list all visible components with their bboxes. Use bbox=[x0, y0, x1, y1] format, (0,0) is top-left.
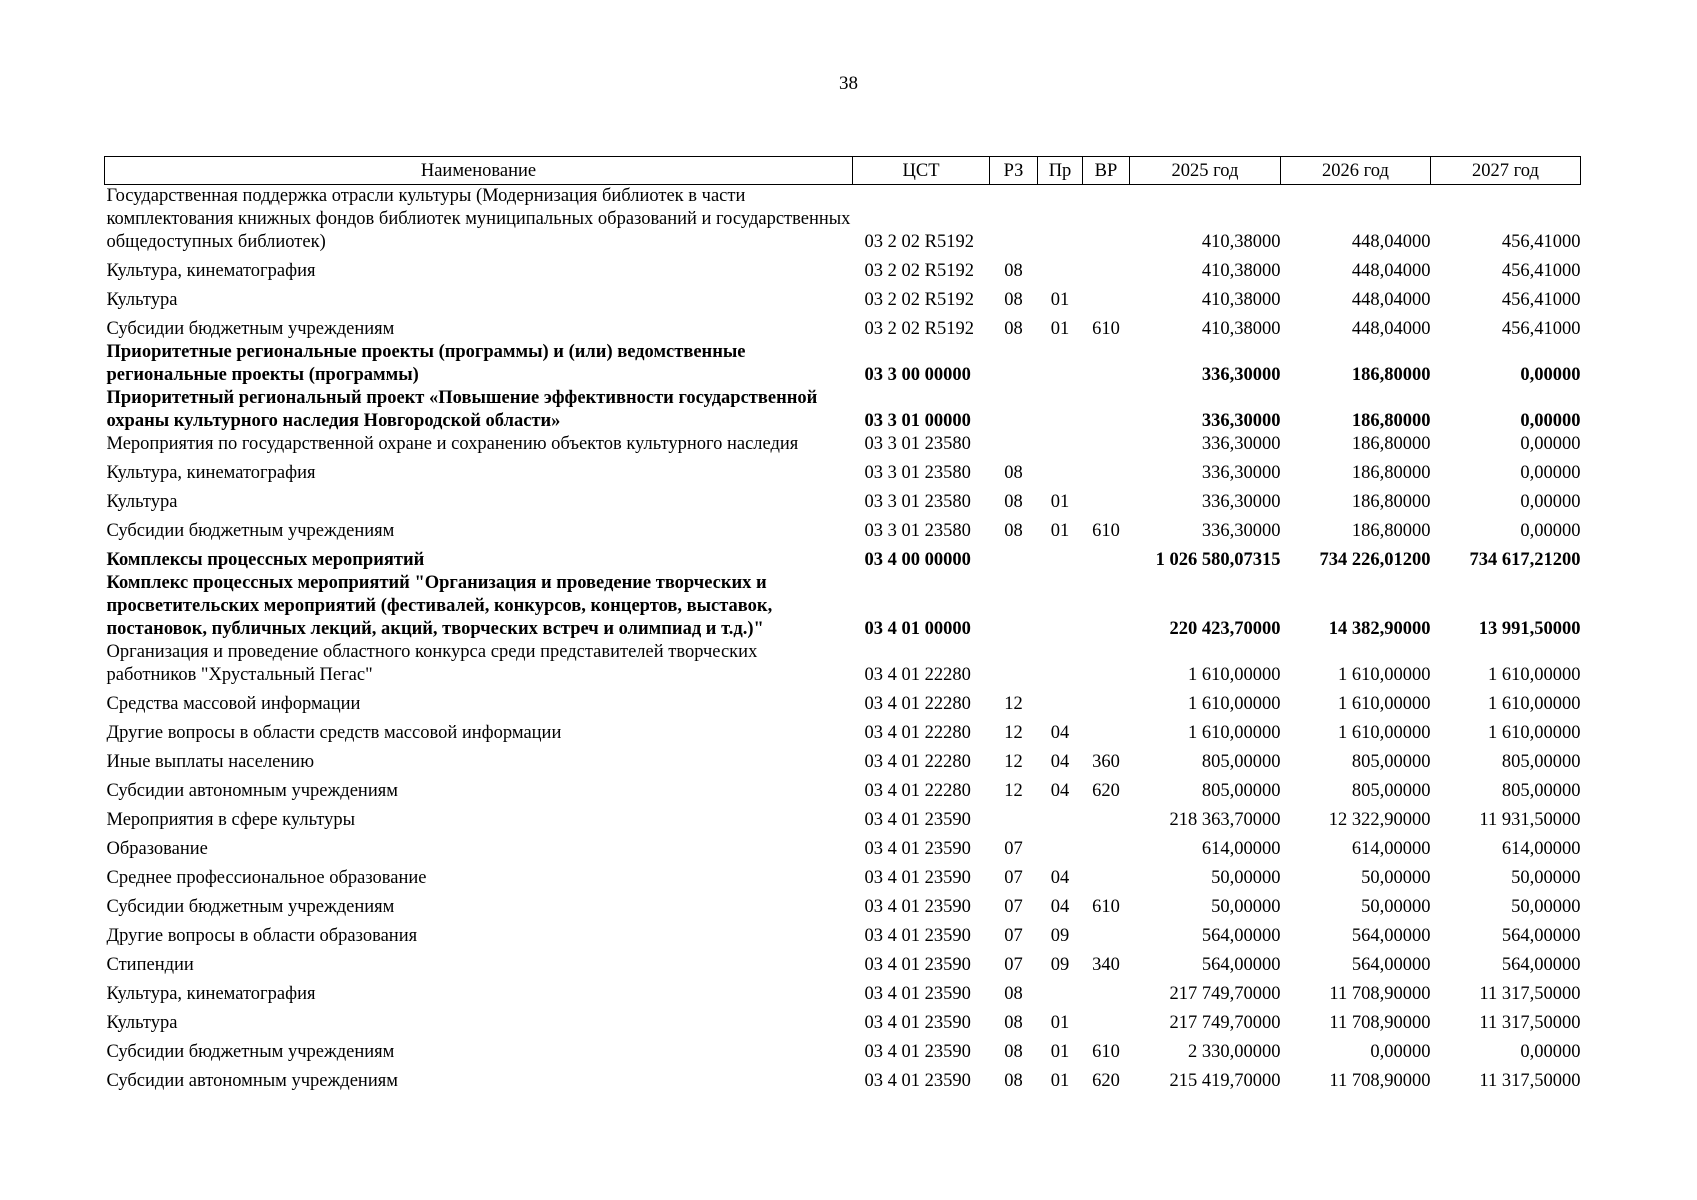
cell-cst: 03 4 01 23590 bbox=[864, 926, 971, 946]
cell-2027: 11 317,50000 bbox=[1479, 1013, 1581, 1033]
cell-vr bbox=[1083, 283, 1130, 312]
cell-2027: 564,00000 bbox=[1501, 926, 1581, 946]
table-row bbox=[105, 456, 1581, 485]
cell-pr bbox=[1038, 977, 1083, 1006]
table-row bbox=[105, 1006, 1581, 1035]
cell-name: Средства массовой информации bbox=[106, 694, 361, 714]
cell-rz bbox=[990, 803, 1038, 832]
cell-2025: 2 330,00000 bbox=[1188, 1042, 1281, 1062]
cell-pr bbox=[1038, 641, 1083, 687]
cell-2025: 220 423,70000 bbox=[1169, 619, 1281, 639]
cell-2025: 1 610,00000 bbox=[1188, 665, 1281, 685]
cell-vr bbox=[1083, 1006, 1130, 1035]
cell-2027: 1 610,00000 bbox=[1488, 694, 1581, 714]
cell-rz: 07 bbox=[1004, 926, 1023, 946]
cell-name: Приоритетные региональные проекты (программы) и (или) ведомственные региональные проекты (программы) bbox=[106, 342, 746, 385]
cell-rz: 12 bbox=[1004, 781, 1023, 801]
cell-2026: 1 610,00000 bbox=[1338, 665, 1431, 685]
cell-2027: 11 317,50000 bbox=[1479, 984, 1581, 1004]
cell-cst: 03 3 01 23580 bbox=[864, 521, 971, 541]
cell-2027: 456,41000 bbox=[1501, 232, 1581, 252]
table-header bbox=[105, 157, 1581, 185]
cell-2026: 448,04000 bbox=[1351, 319, 1431, 339]
cell-name: Другие вопросы в области средств массовой информации bbox=[106, 723, 562, 743]
cell-rz: 08 bbox=[1004, 1013, 1023, 1033]
cell-pr: 09 bbox=[1050, 926, 1070, 946]
cell-rz: 08 bbox=[1004, 984, 1023, 1004]
cell-cst: 03 2 02 R5192 bbox=[864, 290, 974, 310]
table-row bbox=[105, 433, 1581, 456]
cell-name: Культура, кинематография bbox=[106, 984, 316, 1004]
cell-cst: 03 3 00 00000 bbox=[864, 365, 971, 385]
cell-2026: 186,80000 bbox=[1351, 411, 1431, 431]
header-vr: ВР bbox=[1083, 157, 1130, 185]
cell-2026: 0,00000 bbox=[1370, 1042, 1431, 1062]
cell-2026: 614,00000 bbox=[1351, 839, 1431, 859]
cell-cst: 03 4 01 23590 bbox=[864, 868, 971, 888]
cell-2027: 0,00000 bbox=[1520, 1042, 1581, 1062]
cell-2025: 218 363,70000 bbox=[1169, 810, 1281, 830]
cell-cst: 03 3 01 00000 bbox=[864, 411, 971, 431]
cell-cst: 03 4 01 23590 bbox=[864, 1013, 971, 1033]
cell-vr: 620 bbox=[1092, 781, 1120, 801]
cell-2025: 50,00000 bbox=[1211, 868, 1281, 888]
cell-rz: 07 bbox=[1004, 839, 1023, 859]
cell-2026: 805,00000 bbox=[1351, 752, 1431, 772]
cell-vr bbox=[1083, 803, 1130, 832]
cell-pr: 01 bbox=[1050, 492, 1070, 512]
table-row bbox=[105, 341, 1581, 387]
cell-vr bbox=[1083, 919, 1130, 948]
cell-2027: 1 610,00000 bbox=[1488, 665, 1581, 685]
cell-2026: 448,04000 bbox=[1351, 232, 1431, 252]
header-2026: 2026 год bbox=[1281, 157, 1431, 185]
cell-vr bbox=[1083, 433, 1130, 456]
cell-cst: 03 4 01 22280 bbox=[864, 694, 971, 714]
cell-rz: 07 bbox=[1004, 897, 1023, 917]
cell-name: Государственная поддержка отрасли культуры (Модернизация библиотек в части комплектования книжных фондов библиотек муниципальных образований и государственных общедоступных библиотек) bbox=[106, 186, 851, 252]
cell-rz bbox=[990, 387, 1038, 433]
cell-pr: 04 bbox=[1050, 868, 1070, 888]
cell-pr: 01 bbox=[1050, 319, 1070, 339]
cell-rz: 08 bbox=[1004, 492, 1023, 512]
cell-cst: 03 4 00 00000 bbox=[864, 550, 971, 570]
cell-2026: 564,00000 bbox=[1351, 926, 1431, 946]
cell-2027: 0,00000 bbox=[1520, 411, 1581, 431]
cell-vr: 610 bbox=[1092, 521, 1120, 541]
cell-vr bbox=[1083, 832, 1130, 861]
cell-2026: 1 610,00000 bbox=[1338, 694, 1431, 714]
cell-rz: 12 bbox=[1004, 694, 1023, 714]
cell-2025: 336,30000 bbox=[1201, 521, 1281, 541]
cell-rz bbox=[990, 341, 1038, 387]
cell-name: Субсидии бюджетным учреждениям bbox=[106, 319, 395, 339]
header-cst: ЦСТ bbox=[853, 157, 990, 185]
cell-name: Иные выплаты населению bbox=[106, 752, 315, 772]
cell-2026: 186,80000 bbox=[1351, 521, 1431, 541]
cell-pr: 09 bbox=[1050, 955, 1070, 975]
cell-2025: 336,30000 bbox=[1201, 365, 1281, 385]
table-row bbox=[105, 312, 1581, 341]
cell-rz: 08 bbox=[1004, 261, 1023, 281]
cell-pr bbox=[1038, 254, 1083, 283]
cell-rz: 12 bbox=[1004, 723, 1023, 743]
table-row bbox=[105, 485, 1581, 514]
cell-vr: 610 bbox=[1092, 897, 1120, 917]
cell-2027: 456,41000 bbox=[1501, 261, 1581, 281]
cell-2025: 564,00000 bbox=[1201, 926, 1281, 946]
cell-2025: 805,00000 bbox=[1201, 781, 1281, 801]
cell-2025: 1 610,00000 bbox=[1188, 723, 1281, 743]
table-row bbox=[105, 387, 1581, 433]
cell-2027: 11 931,50000 bbox=[1479, 810, 1581, 830]
cell-2026: 1 610,00000 bbox=[1338, 723, 1431, 743]
cell-pr bbox=[1038, 456, 1083, 485]
cell-2025: 805,00000 bbox=[1201, 752, 1281, 772]
cell-2026: 50,00000 bbox=[1361, 868, 1431, 888]
cell-pr bbox=[1038, 543, 1083, 572]
cell-vr bbox=[1083, 716, 1130, 745]
cell-2027: 456,41000 bbox=[1501, 290, 1581, 310]
cell-name: Стипендии bbox=[106, 955, 194, 975]
cell-pr bbox=[1038, 803, 1083, 832]
cell-pr: 01 bbox=[1050, 521, 1070, 541]
cell-vr bbox=[1083, 254, 1130, 283]
table-row bbox=[105, 1035, 1581, 1064]
cell-2027: 734 617,21200 bbox=[1469, 550, 1581, 570]
cell-name: Комплексы процессных мероприятий bbox=[106, 550, 425, 570]
cell-2025: 410,38000 bbox=[1201, 290, 1281, 310]
cell-name: Организация и проведение областного конкурса среди представителей творческих работников "Хрустальный Пегас" bbox=[106, 642, 758, 685]
cell-2027: 805,00000 bbox=[1501, 752, 1581, 772]
cell-cst: 03 4 01 23590 bbox=[864, 839, 971, 859]
cell-name: Мероприятия в сфере культуры bbox=[106, 810, 356, 830]
cell-2027: 614,00000 bbox=[1501, 839, 1581, 859]
table-row bbox=[105, 832, 1581, 861]
table-row bbox=[105, 948, 1581, 977]
cell-2027: 0,00000 bbox=[1520, 521, 1581, 541]
cell-rz: 07 bbox=[1004, 868, 1023, 888]
cell-name: Культура bbox=[106, 1013, 178, 1033]
table-row bbox=[105, 283, 1581, 312]
cell-rz bbox=[990, 641, 1038, 687]
cell-name: Другие вопросы в области образования bbox=[106, 926, 418, 946]
header-2025: 2025 год bbox=[1130, 157, 1281, 185]
cell-cst: 03 4 01 22280 bbox=[864, 723, 971, 743]
table-row bbox=[105, 687, 1581, 716]
table-row bbox=[105, 543, 1581, 572]
cell-vr bbox=[1083, 456, 1130, 485]
cell-cst: 03 4 01 22280 bbox=[864, 665, 971, 685]
cell-2025: 410,38000 bbox=[1201, 232, 1281, 252]
cell-name: Субсидии бюджетным учреждениям bbox=[106, 897, 395, 917]
cell-2026: 186,80000 bbox=[1351, 434, 1431, 454]
cell-pr bbox=[1038, 572, 1083, 641]
cell-2026: 11 708,90000 bbox=[1329, 1013, 1431, 1033]
cell-vr bbox=[1083, 543, 1130, 572]
cell-pr: 01 bbox=[1050, 290, 1070, 310]
cell-2025: 217 749,70000 bbox=[1169, 984, 1281, 1004]
cell-rz: 07 bbox=[1004, 955, 1023, 975]
cell-cst: 03 4 01 23590 bbox=[864, 810, 971, 830]
table-row bbox=[105, 514, 1581, 543]
table-row bbox=[105, 774, 1581, 803]
cell-pr bbox=[1038, 341, 1083, 387]
cell-2025: 50,00000 bbox=[1211, 897, 1281, 917]
cell-2025: 410,38000 bbox=[1201, 319, 1281, 339]
cell-rz: 08 bbox=[1004, 1071, 1023, 1091]
header-2027: 2027 год bbox=[1431, 157, 1581, 185]
cell-cst: 03 4 01 23590 bbox=[864, 984, 971, 1004]
cell-vr bbox=[1083, 572, 1130, 641]
cell-2026: 50,00000 bbox=[1361, 897, 1431, 917]
cell-2027: 50,00000 bbox=[1511, 868, 1581, 888]
cell-2025: 336,30000 bbox=[1201, 463, 1281, 483]
cell-rz: 08 bbox=[1004, 290, 1023, 310]
cell-2025: 564,00000 bbox=[1201, 955, 1281, 975]
cell-2027: 0,00000 bbox=[1520, 434, 1581, 454]
cell-vr: 340 bbox=[1092, 955, 1120, 975]
cell-vr bbox=[1083, 485, 1130, 514]
cell-vr bbox=[1083, 341, 1130, 387]
header-name: Наименование bbox=[105, 157, 853, 185]
cell-name: Приоритетный региональный проект «Повышение эффективности государственной охраны культурного наследия Новгородской области» bbox=[106, 388, 818, 431]
cell-name: Мероприятия по государственной охране и сохранению объектов культурного наследия bbox=[106, 434, 799, 454]
cell-pr: 01 bbox=[1050, 1071, 1070, 1091]
cell-pr bbox=[1038, 832, 1083, 861]
cell-cst: 03 4 01 23590 bbox=[864, 1071, 971, 1091]
cell-cst: 03 2 02 R5192 bbox=[864, 261, 974, 281]
cell-2025: 1 610,00000 bbox=[1188, 694, 1281, 714]
cell-pr bbox=[1038, 687, 1083, 716]
cell-2026: 186,80000 bbox=[1351, 463, 1431, 483]
cell-rz bbox=[990, 433, 1038, 456]
cell-pr bbox=[1038, 433, 1083, 456]
table-row bbox=[105, 1064, 1581, 1093]
table-row bbox=[105, 803, 1581, 832]
cell-rz: 08 bbox=[1004, 319, 1023, 339]
cell-name: Субсидии бюджетным учреждениям bbox=[106, 521, 395, 541]
cell-cst: 03 3 01 23580 bbox=[864, 434, 971, 454]
cell-cst: 03 2 02 R5192 bbox=[864, 319, 974, 339]
cell-rz: 08 bbox=[1004, 463, 1023, 483]
table-row bbox=[105, 185, 1581, 255]
cell-pr: 01 bbox=[1050, 1013, 1070, 1033]
cell-2026: 448,04000 bbox=[1351, 290, 1431, 310]
table-row bbox=[105, 745, 1581, 774]
cell-pr: 04 bbox=[1050, 752, 1070, 772]
cell-name: Субсидии автономным учреждениям bbox=[106, 781, 398, 801]
cell-vr: 610 bbox=[1092, 319, 1120, 339]
cell-vr: 620 bbox=[1092, 1071, 1120, 1091]
cell-name: Образование bbox=[106, 839, 208, 859]
cell-2026: 11 708,90000 bbox=[1329, 984, 1431, 1004]
cell-name: Культура, кинематография bbox=[106, 463, 316, 483]
cell-rz bbox=[990, 543, 1038, 572]
cell-cst: 03 4 01 23590 bbox=[864, 955, 971, 975]
cell-2027: 456,41000 bbox=[1501, 319, 1581, 339]
cell-2026: 186,80000 bbox=[1351, 365, 1431, 385]
cell-2025: 336,30000 bbox=[1201, 492, 1281, 512]
cell-name: Культура bbox=[106, 290, 178, 310]
cell-vr: 360 bbox=[1092, 752, 1120, 772]
cell-name: Культура, кинематография bbox=[106, 261, 316, 281]
cell-name: Культура bbox=[106, 492, 178, 512]
cell-2026: 805,00000 bbox=[1351, 781, 1431, 801]
cell-cst: 03 4 01 23590 bbox=[864, 897, 971, 917]
cell-2027: 0,00000 bbox=[1520, 365, 1581, 385]
table-row bbox=[105, 572, 1581, 641]
table-row bbox=[105, 861, 1581, 890]
header-rz: РЗ bbox=[990, 157, 1038, 185]
cell-vr bbox=[1083, 977, 1130, 1006]
cell-2027: 0,00000 bbox=[1520, 492, 1581, 512]
table-body bbox=[105, 185, 1581, 1094]
cell-2025: 614,00000 bbox=[1201, 839, 1281, 859]
table-row bbox=[105, 641, 1581, 687]
cell-2027: 50,00000 bbox=[1511, 897, 1581, 917]
cell-pr bbox=[1038, 387, 1083, 433]
cell-vr bbox=[1083, 185, 1130, 255]
budget-table bbox=[104, 156, 1581, 1093]
header-row bbox=[105, 157, 1581, 185]
cell-2026: 734 226,01200 bbox=[1319, 550, 1431, 570]
cell-cst: 03 4 01 22280 bbox=[864, 781, 971, 801]
cell-pr: 01 bbox=[1050, 1042, 1070, 1062]
cell-2026: 448,04000 bbox=[1351, 261, 1431, 281]
cell-rz: 12 bbox=[1004, 752, 1023, 772]
cell-vr bbox=[1083, 641, 1130, 687]
cell-rz bbox=[990, 185, 1038, 255]
cell-name: Комплекс процессных мероприятий "Организация и проведение творческих и просветительских мероприятий (фестивалей, конкурсов, концертов, выставок, постановок, публичных лекций, акций, творческих встреч и олимпиад и т.д.)" bbox=[106, 573, 773, 639]
cell-2026: 564,00000 bbox=[1351, 955, 1431, 975]
cell-2025: 336,30000 bbox=[1201, 434, 1281, 454]
table-row bbox=[105, 977, 1581, 1006]
cell-vr bbox=[1083, 861, 1130, 890]
cell-cst: 03 3 01 23580 bbox=[864, 463, 971, 483]
cell-2026: 14 382,90000 bbox=[1328, 619, 1431, 639]
cell-2025: 215 419,70000 bbox=[1169, 1071, 1281, 1091]
cell-pr: 04 bbox=[1050, 723, 1070, 743]
cell-2025: 1 026 580,07315 bbox=[1155, 550, 1281, 570]
cell-cst: 03 2 02 R5192 bbox=[864, 232, 974, 252]
cell-vr bbox=[1083, 387, 1130, 433]
cell-2027: 0,00000 bbox=[1520, 463, 1581, 483]
table-row bbox=[105, 919, 1581, 948]
cell-cst: 03 4 01 00000 bbox=[864, 619, 971, 639]
cell-2027: 13 991,50000 bbox=[1478, 619, 1581, 639]
cell-pr: 04 bbox=[1050, 781, 1070, 801]
table-row bbox=[105, 890, 1581, 919]
cell-2027: 564,00000 bbox=[1501, 955, 1581, 975]
cell-name: Субсидии бюджетным учреждениям bbox=[106, 1042, 395, 1062]
cell-name: Среднее профессиональное образование bbox=[106, 868, 427, 888]
cell-2027: 11 317,50000 bbox=[1479, 1071, 1581, 1091]
cell-2025: 217 749,70000 bbox=[1169, 1013, 1281, 1033]
cell-pr bbox=[1038, 185, 1083, 255]
header-pr: Пр bbox=[1038, 157, 1083, 185]
cell-2027: 805,00000 bbox=[1501, 781, 1581, 801]
cell-pr: 04 bbox=[1050, 897, 1070, 917]
page-number: 38 bbox=[839, 73, 858, 94]
cell-2026: 186,80000 bbox=[1351, 492, 1431, 512]
cell-cst: 03 3 01 23580 bbox=[864, 492, 971, 512]
cell-2025: 336,30000 bbox=[1201, 411, 1281, 431]
table-row bbox=[105, 254, 1581, 283]
cell-rz: 08 bbox=[1004, 521, 1023, 541]
cell-2026: 12 322,90000 bbox=[1328, 810, 1431, 830]
cell-name: Субсидии автономным учреждениям bbox=[106, 1071, 398, 1091]
cell-rz bbox=[990, 572, 1038, 641]
cell-cst: 03 4 01 23590 bbox=[864, 1042, 971, 1062]
cell-2025: 410,38000 bbox=[1201, 261, 1281, 281]
cell-rz: 08 bbox=[1004, 1042, 1023, 1062]
cell-2026: 11 708,90000 bbox=[1329, 1071, 1431, 1091]
cell-vr bbox=[1083, 687, 1130, 716]
table-row bbox=[105, 716, 1581, 745]
cell-2027: 1 610,00000 bbox=[1488, 723, 1581, 743]
cell-cst: 03 4 01 22280 bbox=[864, 752, 971, 772]
cell-vr: 610 bbox=[1092, 1042, 1120, 1062]
